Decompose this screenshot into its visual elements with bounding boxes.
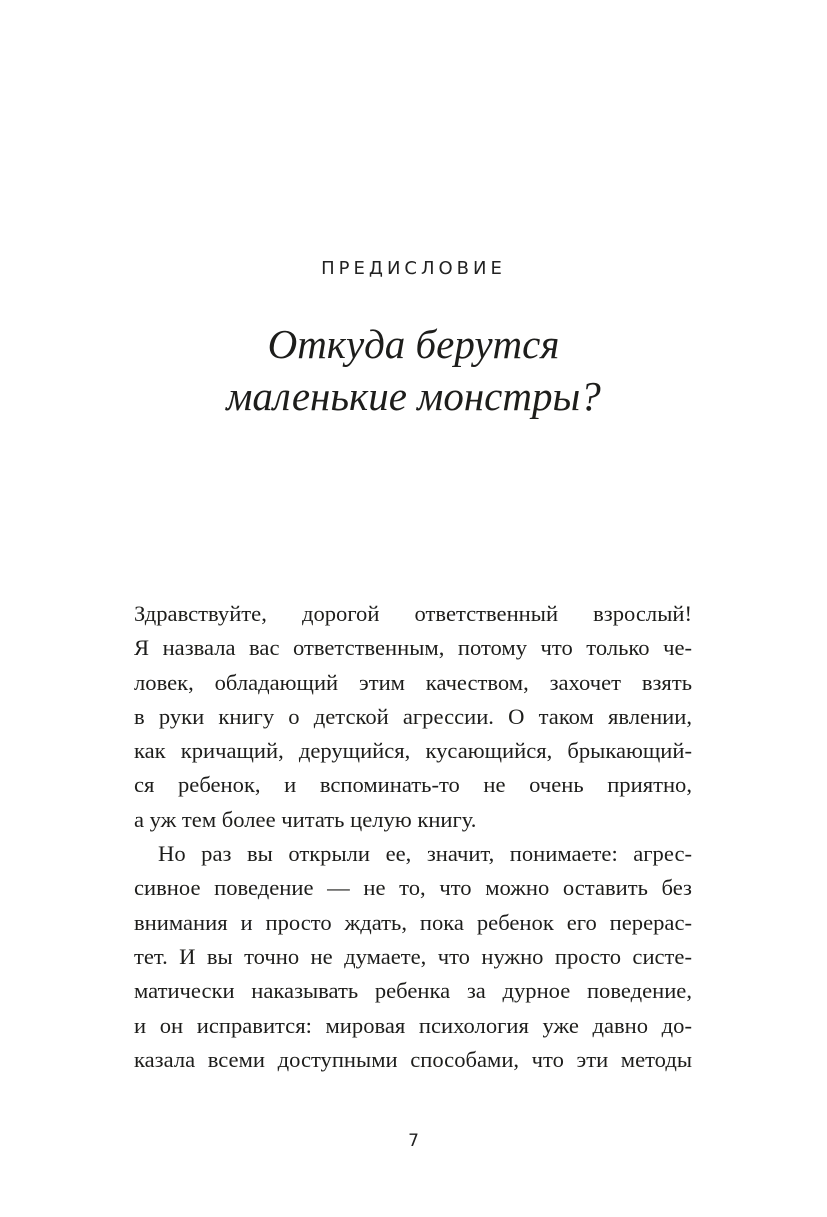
chapter-title-line: маленькие монстры? (226, 373, 601, 419)
text-line: и он исправится: мировая психология уже давно до- (134, 1012, 692, 1038)
text-line: ся ребенок, и вспоминать-то не очень приятно, (134, 772, 692, 798)
chapter-title (0, 318, 827, 422)
chapter-title-line: Откуда берутся (267, 321, 560, 367)
text-line: внимания и просто ждать, пока ребенок его перерас- (134, 909, 692, 935)
page-number: 7 (408, 1131, 419, 1151)
text-line: Здравствуйте, дорогой ответственный взрослый! (134, 601, 692, 626)
text-line: Но раз вы открыли ее, значит, понимаете: агрес- (158, 841, 692, 867)
paragraph (134, 597, 692, 837)
text-line: в руки книгу о детской агрессии. О таком явлении, (134, 703, 692, 729)
paragraph (134, 837, 692, 1077)
text-line: казала всеми доступными способами, что эти методы (134, 1046, 692, 1072)
text-line: сивное поведение — не то, что можно оставить без (134, 875, 692, 901)
text-line: Я назвала вас ответственным, потому что только че- (134, 635, 692, 661)
text-line: а уж тем более читать целую книгу. (134, 806, 477, 832)
body-text (134, 597, 692, 1077)
section-label: ПРЕДИСЛОВИЕ (321, 258, 506, 279)
text-line: матически наказывать ребенка за дурное поведение, (134, 978, 692, 1004)
text-line: тет. И вы точно не думаете, что нужно просто систе- (134, 943, 692, 969)
text-line: как кричащий, дерущийся, кусающийся, брыкающий- (134, 738, 692, 764)
text-line: ловек, обладающий этим качеством, захочет взять (134, 669, 692, 695)
